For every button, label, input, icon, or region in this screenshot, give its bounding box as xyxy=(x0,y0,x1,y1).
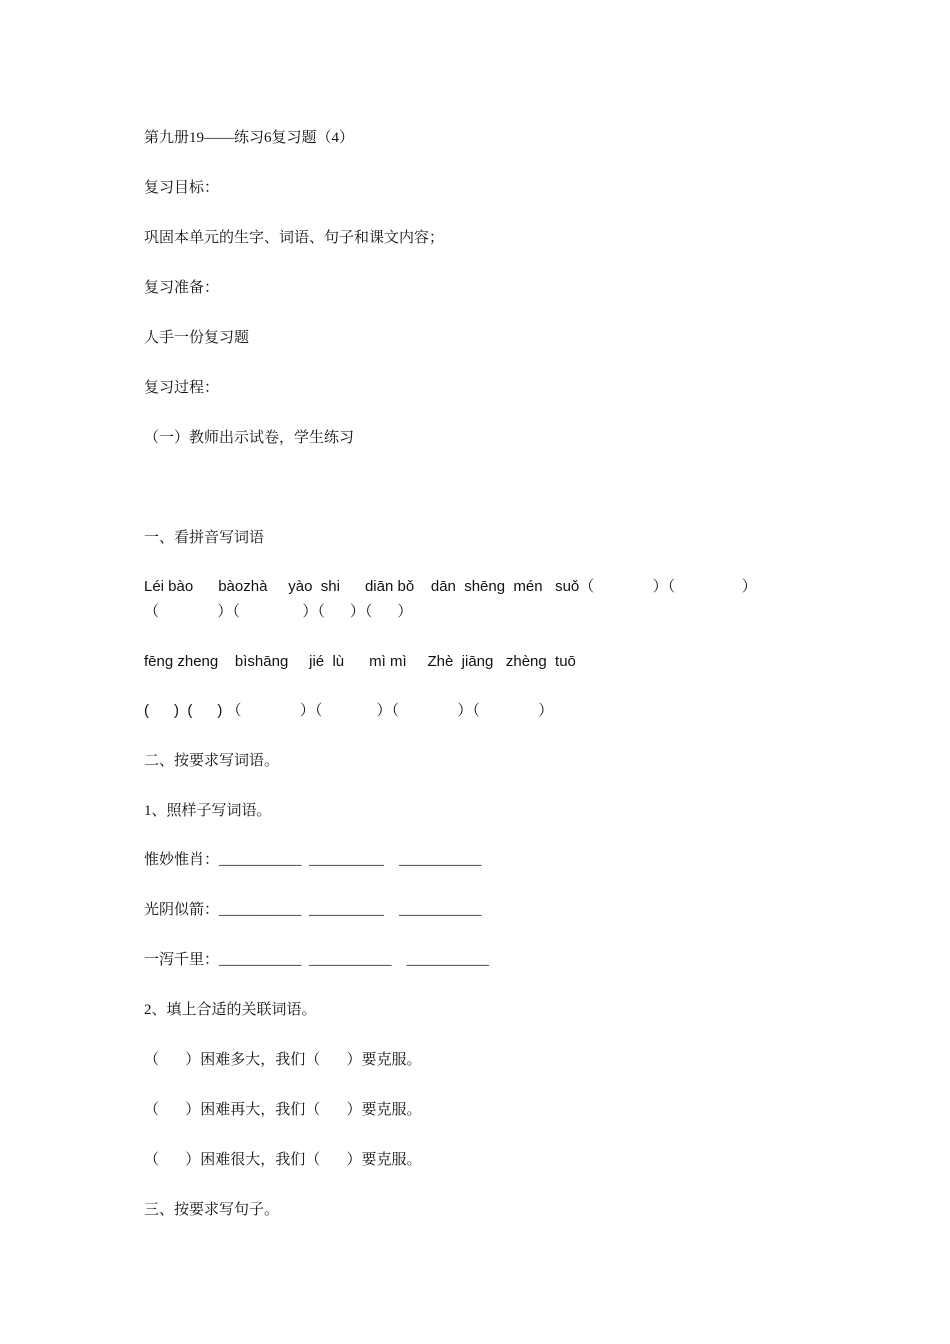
goal-text: 巩固本单元的生字、词语、句子和课文内容； xyxy=(144,230,445,246)
idiom-line-1: 惟妙惟肖：___________ __________ ___________ xyxy=(144,852,482,868)
section2-heading: 二、按要求写词语。 xyxy=(144,753,280,769)
blanks-row-2: ( ) ( ) （ ）（ ）（ ）（ ） xyxy=(144,702,554,719)
conjunction-line-3: （ ）困难很大，我们（ ）要克服。 xyxy=(144,1152,422,1168)
prep-heading: 复习准备： xyxy=(144,280,220,296)
idiom-line-2: 光阴似箭：___________ __________ ___________ xyxy=(144,902,482,918)
section2-sub1-heading: 1、照样子写词语。 xyxy=(144,803,272,819)
idiom-line-3: 一泻千里：___________ ___________ ___________ xyxy=(144,952,490,968)
process-heading: 复习过程： xyxy=(144,380,220,396)
section3-heading: 三、按要求写句子。 xyxy=(144,1202,280,1218)
section1-heading: 一、看拼音写词语 xyxy=(144,530,265,546)
document-title: 第九册19——练习6复习题（4） xyxy=(144,130,355,146)
prep-text: 人手一份复习题 xyxy=(144,330,250,346)
pinyin-row-1: Léi bào bàozhà yào shi diān bǒ dān shēng mén suǒ（ ）（ ） xyxy=(144,578,757,595)
process-step: （一）教师出示试卷，学生练习 xyxy=(144,430,355,446)
section2-sub2-heading: 2、填上合适的关联词语。 xyxy=(144,1002,317,1018)
goal-heading: 复习目标： xyxy=(144,180,220,196)
conjunction-line-2: （ ）困难再大，我们（ ）要克服。 xyxy=(144,1102,422,1118)
pinyin-row-2: fēng zheng bìshāng jié lù mì mì Zhè jiāng zhèng tuō xyxy=(144,653,576,670)
blanks-row-1b: （ ）（ ）（ ）（ ） xyxy=(144,603,413,620)
conjunction-line-1: （ ）困难多大，我们（ ）要克服。 xyxy=(144,1052,422,1068)
